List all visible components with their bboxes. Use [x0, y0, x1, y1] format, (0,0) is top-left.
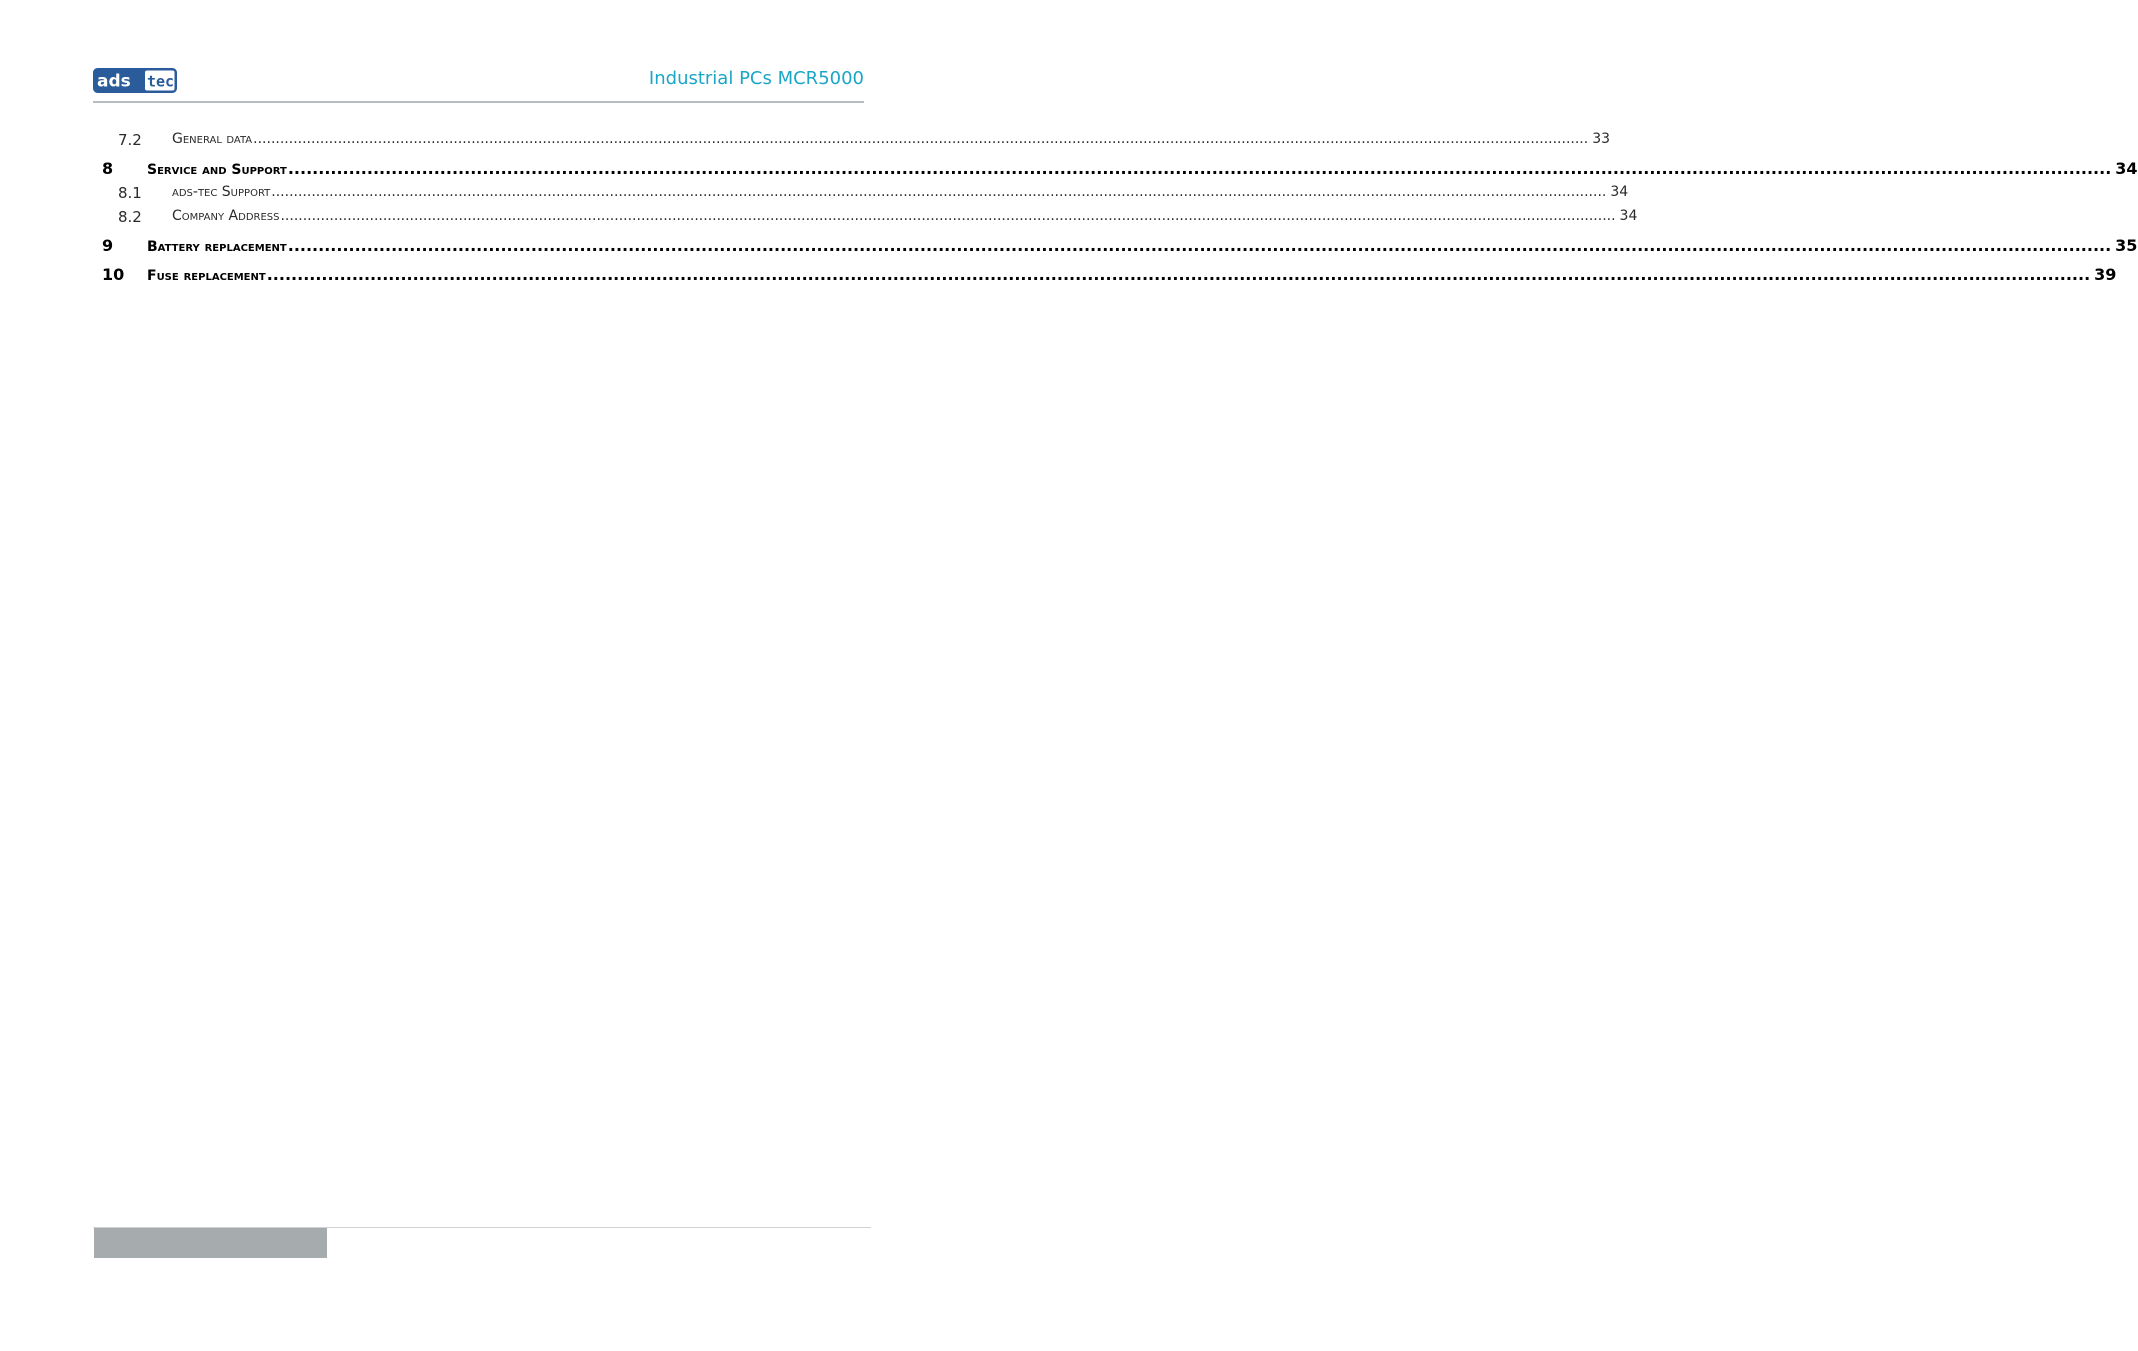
toc-leader-dots: ............................................................................................................................................................................................................................................................................................................ [271, 184, 1607, 200]
toc-title: Company Address [172, 208, 280, 224]
toc-number: 7.2 [118, 131, 142, 149]
toc-title: General data [172, 131, 253, 147]
logo-text-tec: tec [147, 72, 175, 91]
ads-tec-logo [93, 68, 177, 93]
toc-number: 8.2 [118, 208, 142, 226]
document-title: Industrial PCs MCR5000 [648, 68, 864, 89]
toc-page-number: 34 [1610, 184, 1629, 200]
toc-entry-7-2[interactable] [0, 131, 1611, 155]
logo-text-ads: ads [97, 71, 131, 92]
toc-number: 8 [102, 159, 114, 178]
toc-page-number: 39 [2094, 265, 2117, 284]
toc-page-number: 34 [1619, 208, 1638, 224]
toc-page-number: 33 [1592, 131, 1611, 147]
toc-title: Service and Support [147, 162, 287, 178]
toc-leader-dots: ............................................................................................................................................................................................................................................................................................................ [287, 159, 2112, 178]
toc-title: ads-tec Support [172, 184, 271, 200]
toc-leader-dots: ............................................................................................................................................................................................................................................................................................................ [253, 131, 1589, 147]
toc-entry-8[interactable] [0, 159, 2138, 183]
toc-leader-dots: ............................................................................................................................................................................................................................................................................................................ [280, 208, 1616, 224]
toc-entry-8-1[interactable] [0, 184, 1629, 208]
toc-entry-8-2[interactable] [0, 208, 1638, 232]
toc-number: 10 [102, 265, 125, 284]
toc-page-number: 34 [2115, 159, 2138, 178]
toc-leader-dots: ............................................................................................................................................................................................................................................................................................................ [266, 265, 2091, 284]
toc-number: 9 [102, 236, 114, 255]
header-divider [93, 101, 864, 103]
footer-color-block [94, 1228, 327, 1258]
toc-leader-dots: ............................................................................................................................................................................................................................................................................................................ [287, 236, 2112, 255]
toc-number: 8.1 [118, 184, 142, 202]
toc-entry-9[interactable] [0, 236, 2138, 260]
toc-title: Battery replacement [147, 239, 287, 255]
toc-page-number: 35 [2115, 236, 2138, 255]
toc-entry-10[interactable] [0, 265, 2117, 289]
toc-title: Fuse replacement [147, 268, 266, 284]
